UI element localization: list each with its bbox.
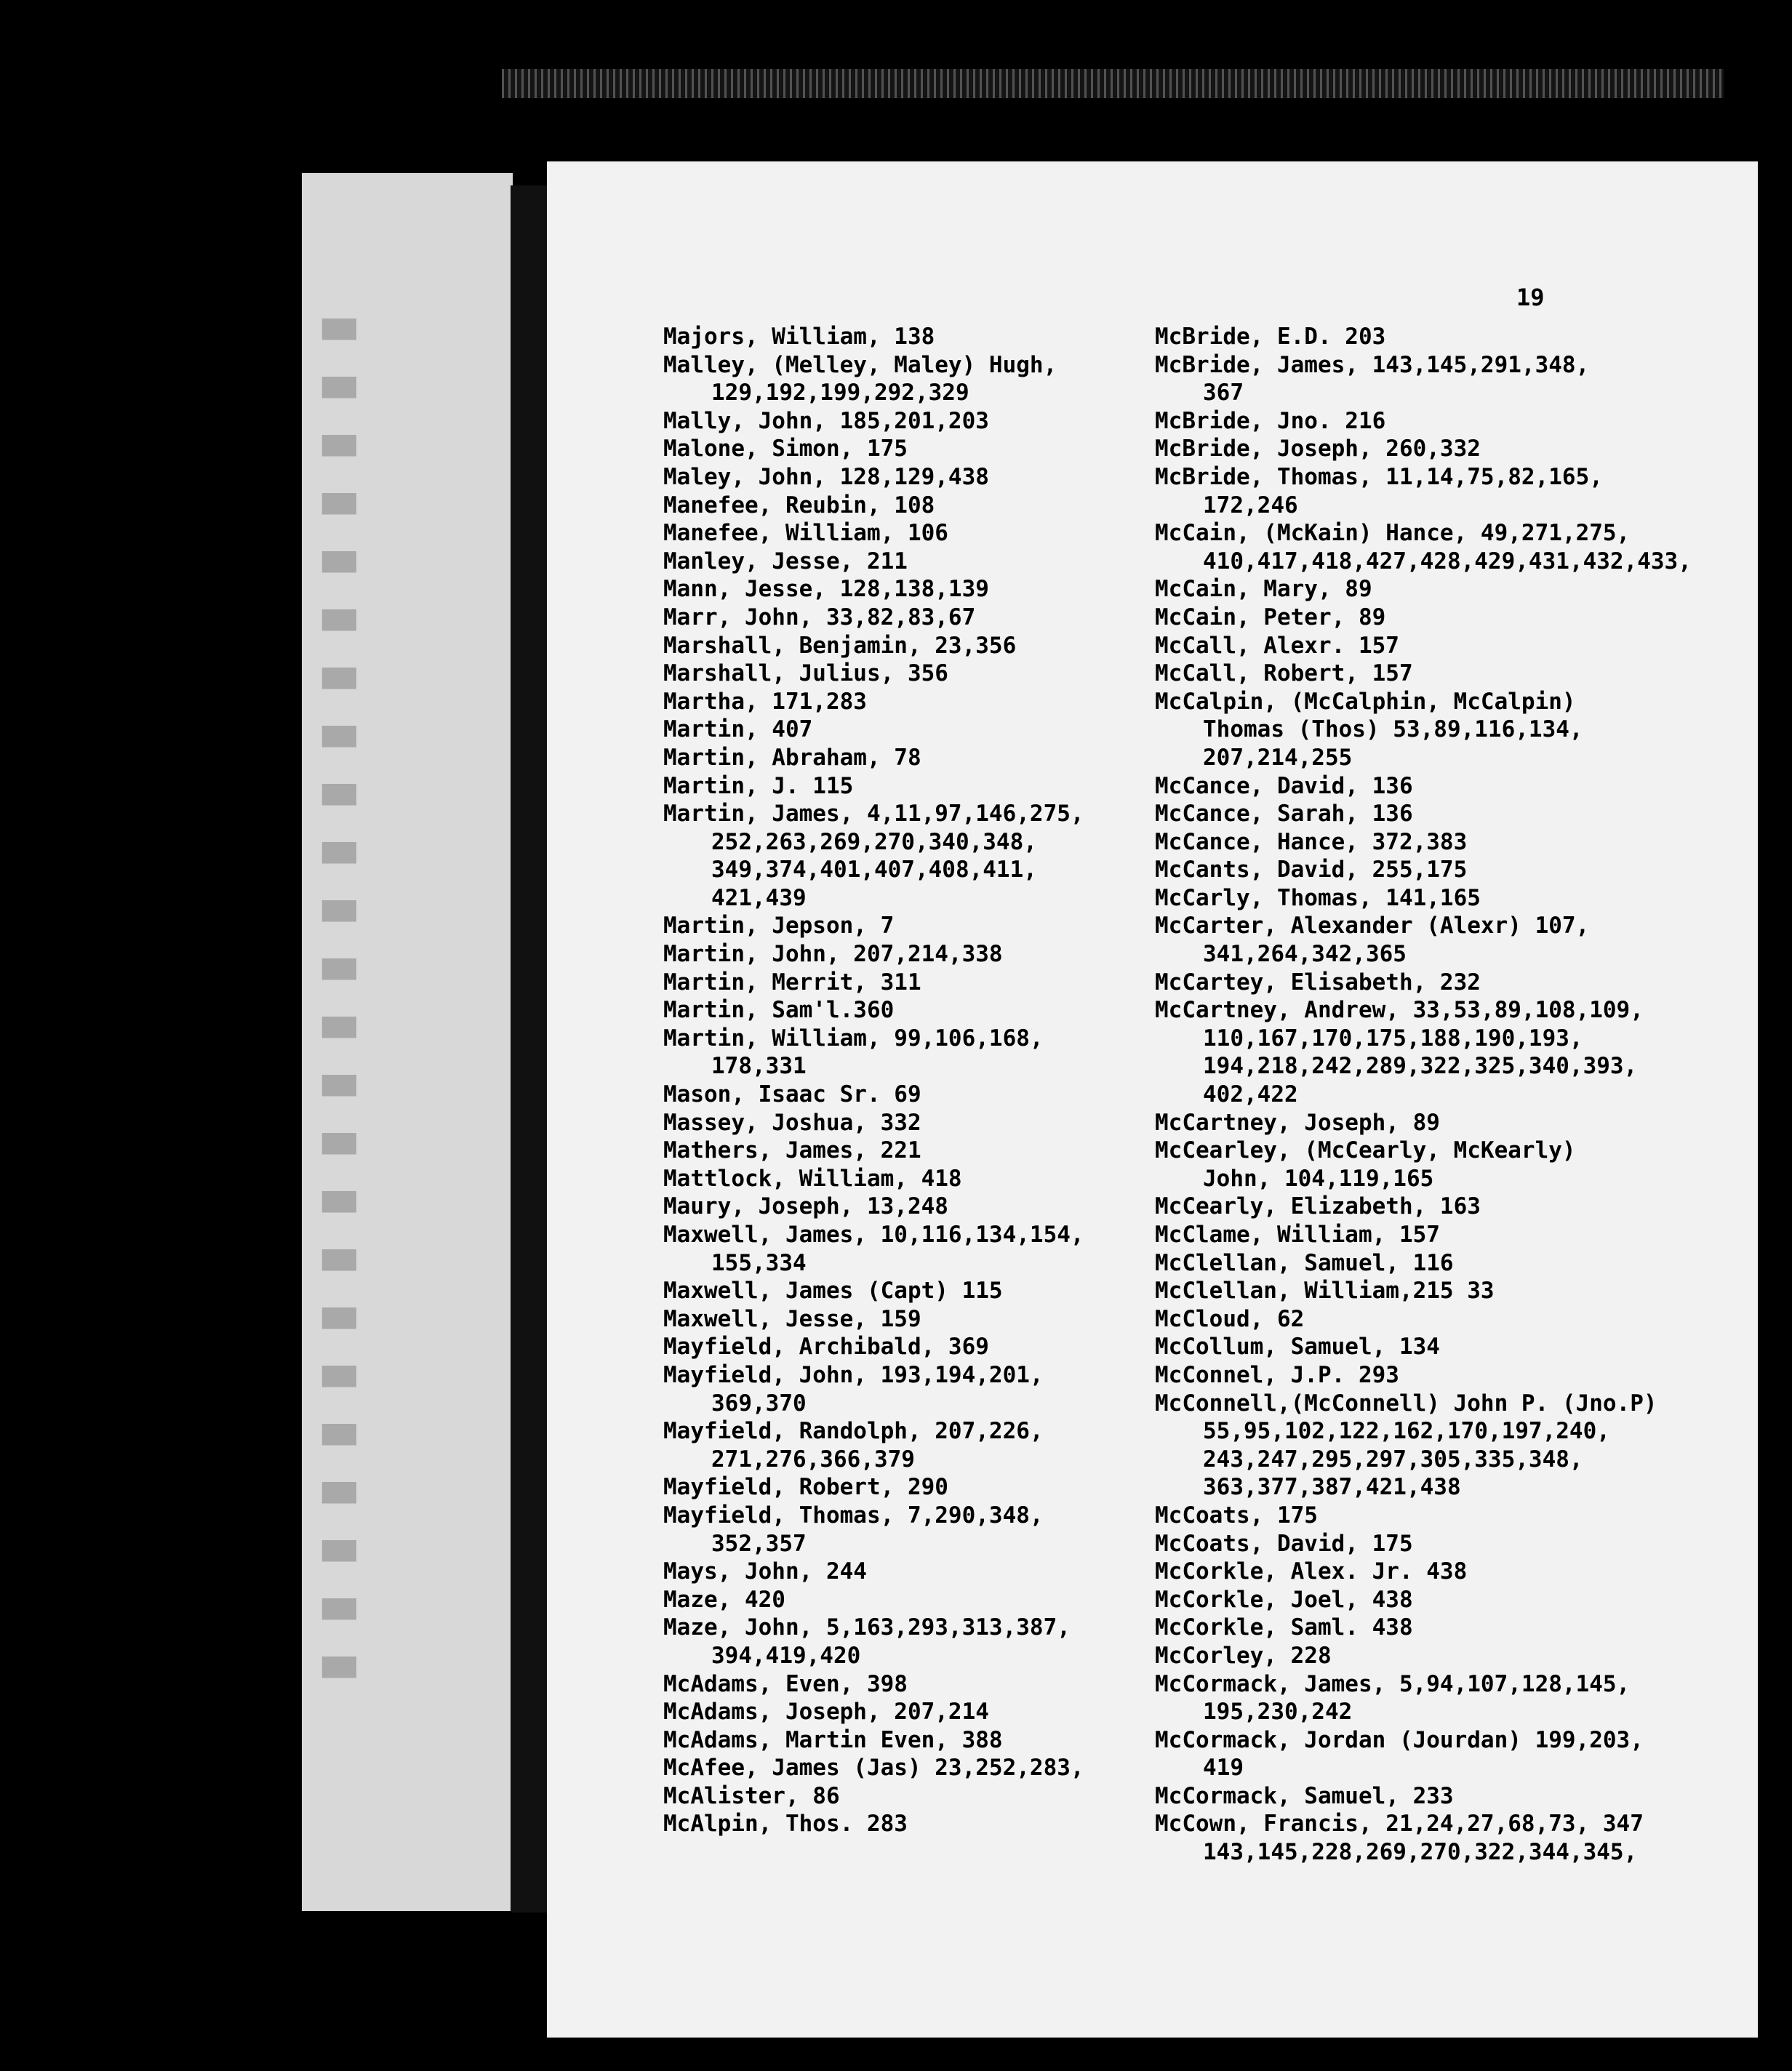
index-entry: Maze, John, 5,163,293,313,387,: [663, 1614, 1071, 1641]
index-entry: Malone, Simon, 175: [663, 436, 908, 462]
index-entry: McCormack, Samuel, 233: [1155, 1782, 1454, 1809]
index-entry-continuation: 394,419,420: [711, 1642, 861, 1669]
index-entry: McCloud, 62: [1155, 1305, 1305, 1332]
bleed-through-mark: ███: [322, 377, 356, 398]
index-column-right: [1155, 323, 1692, 1867]
index-entry: McCoats, David, 175: [1155, 1530, 1413, 1557]
index-entry: McBride, Jno. 216: [1155, 407, 1386, 434]
index-entry: Mayfield, Thomas, 7,290,348,: [663, 1502, 1044, 1529]
bleed-through-mark: ███: [322, 1191, 356, 1213]
index-entry: McCartney, Joseph, 89: [1155, 1109, 1440, 1136]
index-entry: Mathers, James, 221: [663, 1137, 921, 1164]
index-entry-continuation: 419: [1203, 1755, 1244, 1782]
index-entry: McAlpin, Thos. 283: [663, 1811, 908, 1838]
bleed-through-mark: ███: [322, 1540, 356, 1562]
index-entry: McAdams, Martin Even, 388: [663, 1726, 1003, 1753]
bleed-through-mark: ███: [322, 1657, 356, 1678]
index-entry: McCartney, Andrew, 33,53,89,108,109,: [1155, 997, 1644, 1024]
index-entry: Martin, William, 99,106,168,: [663, 1025, 1044, 1051]
index-entry: McConnell,(McConnell) John P. (Jno.P): [1155, 1390, 1657, 1417]
index-entry-continuation: 252,263,269,270,340,348,: [711, 828, 1037, 855]
index-entry: McCormack, Jordan (Jourdan) 199,203,: [1155, 1726, 1644, 1753]
index-entry: McCartey, Elisabeth, 232: [1155, 969, 1481, 996]
index-entry: McCown, Francis, 21,24,27,68,73, 347: [1155, 1811, 1644, 1838]
bleed-through-mark: ███: [322, 319, 356, 340]
index-entry: McCearly, Elizabeth, 163: [1155, 1193, 1481, 1220]
bleed-through-mark: ███: [322, 958, 356, 980]
index-entry: McClellan, William,215 33: [1155, 1278, 1495, 1305]
index-entry-continuation: 369,370: [711, 1390, 807, 1417]
bleed-through-mark: ███: [322, 726, 356, 748]
index-entry: Mays, John, 244: [663, 1558, 867, 1585]
index-entry-continuation: 271,276,366,379: [711, 1446, 915, 1473]
index-entry: McCormack, James, 5,94,107,128,145,: [1155, 1670, 1631, 1697]
index-entry: Marshall, Julius, 356: [663, 660, 948, 687]
index-entry: McClame, William, 157: [1155, 1222, 1440, 1248]
index-entry-continuation: 55,95,102,122,162,170,197,240,: [1203, 1418, 1610, 1445]
book-spine: [511, 185, 547, 1912]
index-entry-continuation: 349,374,401,407,408,411,: [711, 857, 1037, 884]
index-entry-continuation: 352,357: [711, 1530, 807, 1557]
index-column-left: [663, 323, 1084, 1838]
bleed-through-mark: ███: [322, 900, 356, 922]
index-entry: McCain, Peter, 89: [1155, 604, 1386, 630]
bleed-through-mark: ███: [322, 1598, 356, 1620]
facing-page-edge: [302, 173, 513, 1911]
index-entry: Martin, James, 4,11,97,146,275,: [663, 801, 1084, 828]
index-entry-continuation: 341,264,342,365: [1203, 941, 1407, 968]
index-entry: Martin, Sam'l.360: [663, 997, 895, 1024]
index-entry-continuation: 110,167,170,175,188,190,193,: [1203, 1025, 1583, 1051]
index-entry: Majors, William, 138: [663, 324, 935, 350]
index-entry-continuation: 195,230,242: [1203, 1699, 1353, 1726]
index-entry-continuation: 410,417,418,427,428,429,431,432,433,: [1203, 548, 1692, 574]
index-entry: Mattlock, William, 418: [663, 1165, 962, 1192]
index-entry: Martin, 407: [663, 716, 813, 743]
index-entry: McCorley, 228: [1155, 1642, 1332, 1669]
bleed-through-mark: ███: [322, 609, 356, 631]
index-entry-continuation: 155,334: [711, 1249, 807, 1276]
index-entry: McCance, Sarah, 136: [1155, 801, 1413, 828]
scan-top-edge: [502, 69, 1724, 98]
bleed-through-mark: ███: [322, 1307, 356, 1329]
index-entry: Malley, (Melley, Maley) Hugh,: [663, 351, 1057, 378]
index-entry: McCarter, Alexander (Alexr) 107,: [1155, 913, 1590, 940]
bleed-through-mark: ███: [322, 493, 356, 515]
bleed-through-mark: ███: [322, 1075, 356, 1097]
index-entry: McCoats, 175: [1155, 1502, 1318, 1529]
index-entry: McBride, James, 143,145,291,348,: [1155, 351, 1590, 378]
index-entry: Manley, Jesse, 211: [663, 548, 908, 574]
index-entry: Martin, J. 115: [663, 772, 854, 799]
index-entry-continuation: 421,439: [711, 884, 807, 911]
index-entry: Maxwell, James (Capt) 115: [663, 1278, 1003, 1305]
index-entry: McAdams, Joseph, 207,214: [663, 1699, 989, 1726]
index-entry: McCarly, Thomas, 141,165: [1155, 884, 1481, 911]
index-entry-continuation: 178,331: [711, 1053, 807, 1080]
bleed-through-mark: ███: [322, 435, 356, 457]
index-entry-continuation: 363,377,387,421,438: [1203, 1474, 1461, 1501]
index-entry: McAlister, 86: [663, 1782, 840, 1809]
index-entry-continuation: 194,218,242,289,322,325,340,393,: [1203, 1053, 1638, 1080]
index-entry: McCain, (McKain) Hance, 49,271,275,: [1155, 520, 1631, 547]
index-entry: McAfee, James (Jas) 23,252,283,: [663, 1755, 1084, 1782]
index-entry-continuation: 402,422: [1203, 1081, 1298, 1108]
index-entry-continuation: John, 104,119,165: [1203, 1165, 1434, 1192]
index-entry: Maze, 420: [663, 1586, 785, 1613]
index-entry: Martha, 171,283: [663, 688, 867, 715]
index-entry-continuation: 243,247,295,297,305,335,348,: [1203, 1446, 1583, 1473]
index-entry: McCain, Mary, 89: [1155, 576, 1372, 603]
index-entry: Martin, Abraham, 78: [663, 744, 921, 771]
index-entry-continuation: Thomas (Thos) 53,89,116,134,: [1203, 716, 1583, 743]
index-entry: McClellan, Samuel, 116: [1155, 1249, 1454, 1276]
index-entry: Manefee, William, 106: [663, 520, 948, 547]
index-entry: Mason, Isaac Sr. 69: [663, 1081, 921, 1108]
index-entry: Maxwell, Jesse, 159: [663, 1305, 921, 1332]
index-entry: McCall, Robert, 157: [1155, 660, 1413, 687]
index-entry: Mayfield, Archibald, 369: [663, 1334, 989, 1361]
index-entry: Martin, John, 207,214,338: [663, 941, 1003, 968]
index-entry-continuation: 367: [1203, 380, 1244, 406]
index-entry: Marr, John, 33,82,83,67: [663, 604, 976, 630]
index-entry: McCorkle, Alex. Jr. 438: [1155, 1558, 1468, 1585]
bleed-through-mark: ███: [322, 1249, 356, 1271]
index-entry: Martin, Merrit, 311: [663, 969, 921, 996]
index-entry: McCalpin, (McCalphin, McCalpin): [1155, 688, 1576, 715]
index-entry: Massey, Joshua, 332: [663, 1109, 921, 1136]
index-entry: Martin, Jepson, 7: [663, 913, 895, 940]
index-entry: McAdams, Even, 398: [663, 1670, 908, 1697]
index-entry: Manefee, Reubin, 108: [663, 492, 935, 518]
index-entry: Mann, Jesse, 128,138,139: [663, 576, 989, 603]
index-entry: Marshall, Benjamin, 23,356: [663, 632, 1017, 659]
index-entry-continuation: 207,214,255: [1203, 744, 1353, 771]
bleed-through-mark: ███: [322, 1366, 356, 1387]
index-entry: McConnel, J.P. 293: [1155, 1361, 1399, 1388]
index-entry: Maxwell, James, 10,116,134,154,: [663, 1222, 1084, 1248]
index-entry: McCall, Alexr. 157: [1155, 632, 1399, 659]
index-entry: Mayfield, John, 193,194,201,: [663, 1361, 1044, 1388]
index-entry: McCollum, Samuel, 134: [1155, 1334, 1440, 1361]
bleed-through-mark: ███: [322, 1133, 356, 1155]
page-number: 19: [1516, 284, 1545, 311]
bleed-through-mark: ███: [322, 784, 356, 806]
bleed-through-mark: ███: [322, 842, 356, 864]
bleed-through-mark: ███: [322, 668, 356, 689]
index-entry: McCorkle, Joel, 438: [1155, 1586, 1413, 1613]
bleed-through-mark: ███: [322, 1017, 356, 1038]
bleed-through-mark: ███: [322, 1482, 356, 1504]
index-entry: McCance, David, 136: [1155, 772, 1413, 799]
index-entry: McBride, E.D. 203: [1155, 324, 1386, 350]
index-entry-continuation: 143,145,228,269,270,322,344,345,: [1203, 1839, 1638, 1866]
index-entry: Mayfield, Randolph, 207,226,: [663, 1418, 1044, 1445]
index-entry: McBride, Thomas, 11,14,75,82,165,: [1155, 463, 1603, 490]
index-entry: McCance, Hance, 372,383: [1155, 828, 1468, 855]
bleed-through-mark: ███: [322, 1424, 356, 1446]
index-entry: McBride, Joseph, 260,332: [1155, 436, 1481, 462]
index-entry-continuation: 129,192,199,292,329: [711, 380, 969, 406]
index-entry: Maley, John, 128,129,438: [663, 463, 989, 490]
index-entry: McCearley, (McCearly, McKearly): [1155, 1137, 1576, 1164]
index-entry: McCants, David, 255,175: [1155, 857, 1468, 884]
bleed-through-mark: ███: [322, 551, 356, 573]
index-entry: Maury, Joseph, 13,248: [663, 1193, 948, 1220]
index-entry-continuation: 172,246: [1203, 492, 1298, 518]
index-page: [547, 161, 1758, 2038]
index-entry: McCorkle, Saml. 438: [1155, 1614, 1413, 1641]
index-entry: Mayfield, Robert, 290: [663, 1474, 948, 1501]
index-entry: Mally, John, 185,201,203: [663, 407, 989, 434]
